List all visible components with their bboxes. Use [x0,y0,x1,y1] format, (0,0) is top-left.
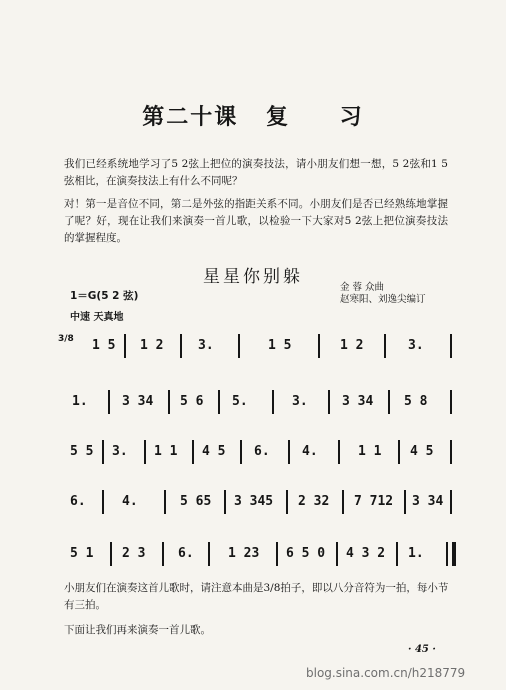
bar-line [102,490,104,514]
intro-paragraph: 我们已经系统地学习了5 2弦上把位的演奏技法，请小朋友们想一想，5 2弦和1 5弦相比，在演奏技法上有什么不同呢？ [64,158,448,187]
bar-line [398,440,400,464]
bar-line [328,390,330,414]
measure: 3 34 [122,394,154,409]
bar-line [336,542,338,566]
lesson-title [0,100,506,131]
bar-line [404,490,406,514]
measure: 3 34 [342,394,374,409]
measure: 6. [178,546,194,561]
bar-line [124,334,126,358]
time-signature: 3/8 [58,334,74,344]
measure: 4. [122,494,138,509]
bar-line [286,490,288,514]
composer-line: 金 蓉 众曲 [340,282,385,293]
bar-line [276,542,278,566]
bar-line [388,390,390,414]
measure: 1 2 [140,338,164,353]
measure: 6. [70,494,86,509]
bar-line [162,542,164,566]
bar-line [450,490,452,514]
bar-line [338,440,340,464]
bar-line [288,440,290,464]
measure: 2 32 [298,494,330,509]
note-paragraph: 小朋友们在演奏这首儿歌时，请注意本曲是3/8拍子，即以八分音符为一拍，每小节有三拍。 [64,582,449,611]
page-number: · 45 · [408,644,436,655]
measure: 3 34 [412,494,444,509]
measure: 5. [232,394,248,409]
song-credits [340,282,460,306]
bar-line [164,490,166,514]
bar-line [446,542,448,566]
bar-line [218,390,220,414]
measure: 5 6 [180,394,204,409]
measure: 3. [408,338,424,353]
key-signature: 1＝G(5 2 弦) [70,290,139,302]
measure: 1 23 [228,546,260,561]
measure: 3. [292,394,308,409]
bar-line [396,542,398,566]
bar-line [168,390,170,414]
measure: 4. [302,444,318,459]
bar-line [108,390,110,414]
measure: 4 5 [410,444,434,459]
measure: 1 1 [154,444,178,459]
score-row-4 [58,486,462,522]
notes-row [68,488,462,518]
measure: 2 3 [122,546,146,561]
measure: 4 5 [202,444,226,459]
measure: 1 2 [340,338,364,353]
measure: 6. [254,444,270,459]
lesson-number: 第二十课 [142,104,239,130]
arranger-line: 赵寒阳、刘逸尖编订 [340,294,426,305]
measure: 5 8 [404,394,428,409]
notes-row [68,332,462,362]
bar-line [180,334,182,358]
measure: 4 3 2 [346,546,386,561]
bar-line [240,440,242,464]
bar-line [272,390,274,414]
notes-row [68,388,462,418]
bar-line [192,440,194,464]
song-title: 星星你别躲 [203,267,303,287]
bar-line [318,334,320,358]
notes-row [68,438,462,468]
measure: 5 1 [70,546,94,561]
bar-line [450,334,452,358]
measure: 7 712 [354,494,394,509]
bar-line [102,440,104,464]
score-row-3 [58,436,462,472]
answer-paragraph: 对！第一是音位不同，第二是外弦的指距关系不同。小朋友们是否已经熟练地掌握了呢？好，现在让我们来演奏一首儿歌，以检验一下大家对5 2弦上把位演奏技法的掌握程度。 [64,198,448,244]
measure: 5 65 [180,494,212,509]
bar-line [238,334,240,358]
measure: 1. [408,546,424,561]
measure: 3 345 [234,494,274,509]
measure: 1. [72,394,88,409]
bar-line [342,490,344,514]
measure: 1 1 [358,444,382,459]
measure: 6 5 0 [286,546,326,561]
bar-line [224,490,226,514]
lesson-title-char-1: 复 [265,104,290,130]
bar-line [450,440,452,464]
watermark-text: blog.sina.com.cn/h218779 [306,666,466,680]
score-row-5 [58,538,462,574]
bar-line [110,542,112,566]
bar-line [384,334,386,358]
measure: 3. [198,338,214,353]
final-bar-line [452,542,456,566]
score-row-1 [58,330,462,366]
measure: 1 5 [92,338,116,353]
score-row-2 [58,386,462,422]
bar-line [450,390,452,414]
measure: 5 5 [70,444,94,459]
tempo-marking: 中速 天真地 [70,312,124,323]
next-song-paragraph: 下面让我们再来演奏一首儿歌。 [64,624,211,636]
bar-line [208,542,210,566]
measure: 3. [112,444,128,459]
notes-row [68,540,462,570]
bar-line [144,440,146,464]
lesson-title-char-2: 习 [339,104,364,130]
measure: 1 5 [268,338,292,353]
